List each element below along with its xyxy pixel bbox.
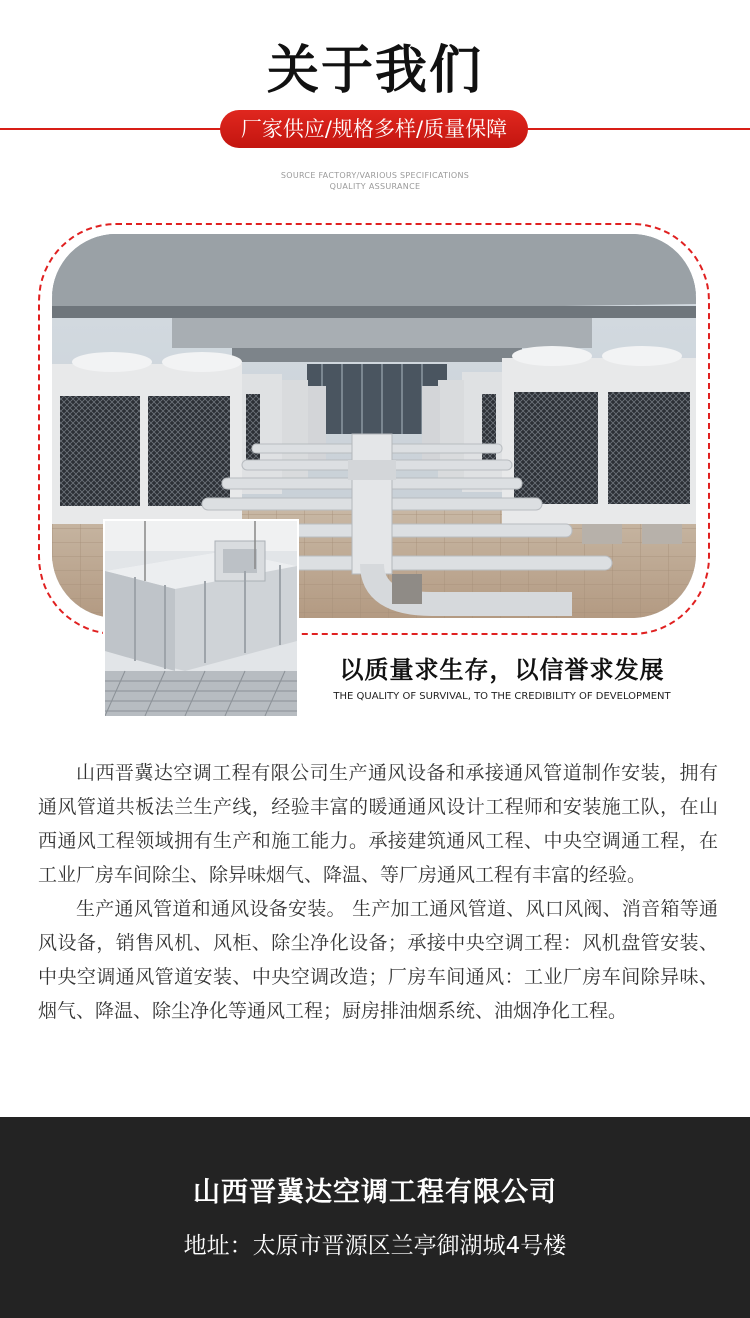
about-paragraph-1: 山西晋冀达空调工程有限公司生产通风设备和承接通风管道制作安装，拥有通风管道共板法兰生产线，经验丰富的暖通通风设计工程师和安装施工队，在山西通风工程领域拥有生产和施工能力。承接建筑通风工程、中央空调通工程，在工业厂房车间除尘、除异味烟气、降温、等厂房通风工程有丰富的经验。 (38, 762, 718, 886)
tagline-divider-right (526, 128, 750, 130)
company-slogan-english: THE QUALITY OF SURVIVAL, TO THE CREDIBILITY OF DEVELOPMENT (333, 691, 671, 702)
about-text (38, 756, 718, 1028)
about-paragraph-2: 生产通风管道和通风设备安装。 生产加工通风管道、风口风阀、消音箱等通风设备，销售风机、风柜、除尘净化设备；承接中央空调工程：风机盘管安装、中央空调通风管道安装、中央空调改造；厂房车间通风：工业厂房车间除异味、烟气、降温、除尘净化等通风工程；厨房排油烟系统、油烟净化工程。 (38, 898, 718, 1022)
footer-company-name: 山西晋冀达空调工程有限公司 (193, 1177, 557, 1208)
tagline-badge: 厂家供应/规格多样/质量保障 (220, 110, 528, 148)
tagline-divider-left (0, 128, 222, 130)
footer-panel (0, 1117, 750, 1318)
footer-address: 地址：太原市晋源区兰亭御湖城4号楼 (183, 1233, 567, 1259)
page-title: 关于我们 (266, 41, 483, 101)
english-subtitle (0, 170, 750, 192)
english-subtitle-line2: QUALITY ASSURANCE (329, 182, 421, 191)
ventilation-duct-photo (103, 519, 299, 718)
company-slogan: 以质量求生存，以信誉求发展 (339, 656, 665, 684)
english-subtitle-line1: SOURCE FACTORY/VARIOUS SPECIFICATIONS (280, 171, 470, 180)
